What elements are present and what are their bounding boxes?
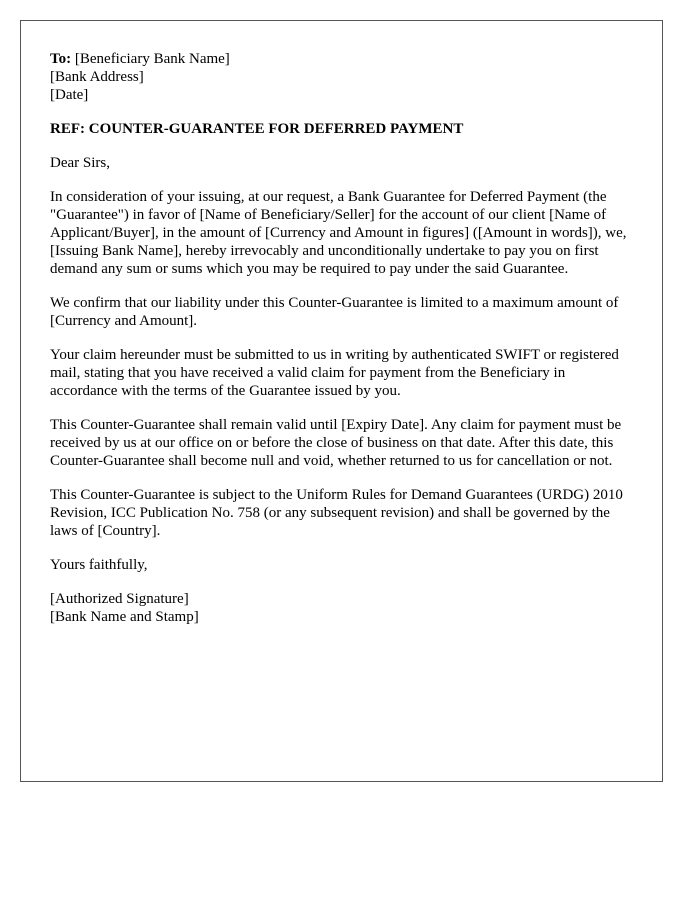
paragraph-governing-rules: This Counter-Guarantee is subject to the Uniform Rules for Demand Guarantees (URDG) 2010 Revision, ICC Publication No. 758 (or any subsequent revision) and shall be governed by the laws of [Country].	[50, 487, 623, 539]
recipient-address	[50, 50, 633, 104]
closing: Yours faithfully,	[50, 557, 148, 573]
bank-stamp: [Bank Name and Stamp]	[50, 609, 199, 625]
signature-block	[50, 590, 633, 626]
to-label: To:	[50, 51, 72, 67]
paragraph-consideration: In consideration of your issuing, at our request, a Bank Guarantee for Deferred Payment (the "Guarantee") in favor of [Name of Beneficiary/Seller] for the account of our client [Name of Applicant/Buyer], in the amount of [Currency and Amount in figures] ([Amount in words]), we, [Issuing Bank Name], hereby irrevocably and unconditionally undertake to pay you on first demand any sum or sums which you may be required to pay under the said Guarantee.	[50, 189, 627, 277]
reference-line: REF: COUNTER-GUARANTEE FOR DEFERRED PAYMENT	[50, 121, 464, 137]
paragraph-liability: We confirm that our liability under this Counter-Guarantee is limited to a maximum amount of [Currency and Amount].	[50, 295, 619, 329]
salutation: Dear Sirs,	[50, 155, 110, 171]
paragraph-claim: Your claim hereunder must be submitted to us in writing by authenticated SWIFT or registered mail, stating that you have received a valid claim for payment from the Beneficiary in accordance with the terms of the Guarantee issued by you.	[50, 347, 619, 399]
recipient-bank-address: [Bank Address]	[50, 69, 144, 85]
recipient-bank-line	[50, 50, 633, 68]
authorized-signature: [Authorized Signature]	[50, 591, 189, 607]
letter-date: [Date]	[50, 87, 89, 103]
letter-document	[20, 20, 663, 782]
recipient-bank-name: [Beneficiary Bank Name]	[74, 51, 230, 67]
paragraph-validity: This Counter-Guarantee shall remain valid until [Expiry Date]. Any claim for payment must be received by us at our office on or before the close of business on that date. After this date, this Counter-Guarantee shall become null and void, whether returned to us for cancellation or not.	[50, 417, 622, 469]
